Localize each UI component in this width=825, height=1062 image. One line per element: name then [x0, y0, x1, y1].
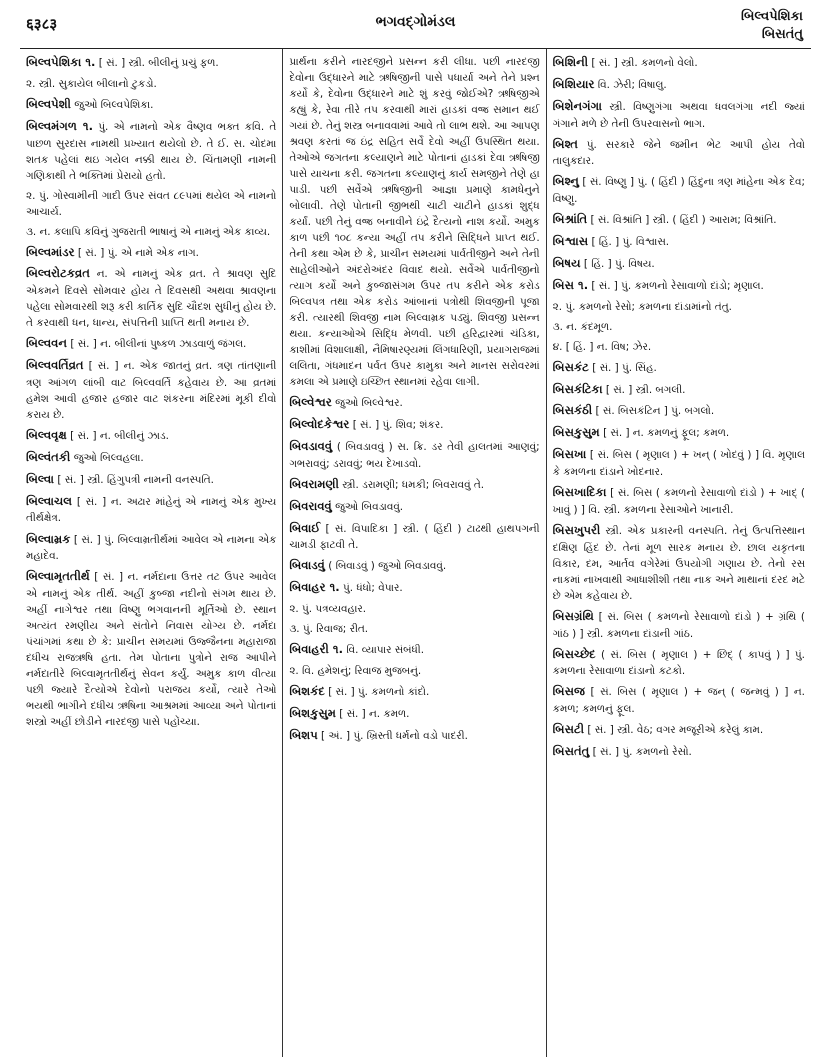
entry-headword: બિવરાવવું — [289, 498, 332, 513]
dictionary-entry — [289, 579, 539, 597]
entry-headword: બિશ્વાસ — [552, 234, 589, 249]
dictionary-entry — [26, 76, 276, 92]
entry-definition: [ સં. બિસકંટિન ] પું. બગલો. — [595, 405, 715, 418]
dictionary-entry — [553, 98, 805, 132]
dictionary-entry — [26, 427, 276, 445]
entry-headword: બિલ્વમાંડર — [26, 244, 75, 259]
entry-headword: બિસકંટ — [552, 359, 589, 374]
entry-headword: બિલ્વા — [26, 471, 55, 486]
entry-definition: [ સં. ] ન. કમળ. — [339, 707, 410, 720]
entry-headword: બિલ્વપેશી — [26, 96, 71, 111]
entry-headword: બિશ્ત — [552, 136, 578, 151]
entry-definition: ૨. સ્ત્રી. સુકાયેલ બીલાનો ટુકડો. — [26, 77, 157, 90]
entry-headword: બિવડાવવું — [289, 439, 333, 454]
dictionary-entry — [289, 394, 539, 412]
dictionary-entry — [289, 727, 539, 745]
entry-definition: વિ. ઝેરી; વિષાલુ. — [597, 78, 667, 91]
entry-headword: બિવાહરી ૧. — [289, 642, 343, 657]
entry-definition: [ સં. ] પું. શિવ; શંકર. — [352, 419, 444, 432]
entry-headword: બિસટી — [552, 722, 585, 737]
entry-definition: [ સં. વિપાદિકા ] સ્ત્રી. ( હિંદી ) ટાઢથી હાથપગની ચામડી ફાટવી તે. — [289, 522, 540, 552]
entry-definition: [ સં. ] પું. કમળનો કાંદો. — [328, 686, 430, 698]
dictionary-entry — [26, 118, 276, 184]
page-header — [20, 6, 811, 49]
entry-headword: બિશિયાર — [552, 76, 595, 91]
entry-headword: બિશ્રાંતિ — [552, 212, 588, 227]
entry-headword: બિલ્વોદકેશ્વર — [289, 417, 350, 432]
entry-headword: બિલ્વવૃક્ષ — [26, 428, 67, 443]
entry-headword: બિસ ૧. — [552, 277, 589, 292]
dictionary-entry — [26, 568, 276, 730]
entry-headword: બિસકંઠી — [552, 403, 593, 418]
entry-definition: સ્ત્રી. વિષ્ણુગંગા અથવા ધવલગંગા નદી જ્યાં ગંગાને મળે છે તેની ઉપરવાસનો ભાગ. — [552, 100, 805, 130]
entry-definition: ૩. ન. કલાપિ કવિનું ગુજરાતી ભાષાનું એ નામનું એક કાવ્ય. — [26, 225, 271, 238]
entry-headword: બિલ્વપેશિકા ૧. — [26, 55, 96, 69]
dictionary-entry — [553, 424, 805, 442]
dictionary-entry — [553, 446, 805, 480]
dictionary-entry — [553, 646, 805, 680]
entry-headword: બિવાઈ — [289, 520, 321, 535]
entry-headword: બિલ્વામૃતતીર્થ — [26, 569, 90, 584]
dictionary-entry — [289, 498, 539, 516]
entry-definition: સ્ત્રી. ડરામણી; ધમકી; બિવરાવવું તે. — [342, 478, 485, 491]
entry-headword: બિસચ્છેદ — [552, 646, 596, 661]
dictionary-entry — [553, 233, 805, 251]
entry-definition: [ અં. ] પું. ખ્રિસ્તી ધર્મનો વડો પાદરી. — [321, 729, 468, 742]
entry-headword: બિલ્વાચલ — [26, 493, 73, 508]
entry-definition: [ સં. વિષ્ણુ ] પું. ( હિંદી ) હિંદુના ત્રણ માંહેના એક દેવ; વિષ્ણુ. — [552, 176, 805, 206]
entry-definition: [ સં. ] ન. બીલીનાં પુષ્કળ ઝાડવાળું જંગલ. — [70, 338, 247, 351]
entry-headword: બિશેનગંગા — [552, 98, 602, 113]
entry-definition: જુઓ બિલ્વહલા. — [73, 451, 144, 464]
guide-word-first: બિલ્વપેશિકા — [741, 9, 803, 24]
page-number: ६३८३ — [26, 15, 58, 33]
entry-headword: બિસખા — [552, 447, 587, 462]
entry-definition: [ સં. બિસ ( મૃણાલ ) + જન્ ( જન્મવું ) ] ન. કમળ; કમળનું ફૂલ. — [552, 686, 805, 716]
dictionary-entry — [289, 663, 539, 679]
entry-definition: જુઓ બિલ્વેશ્વર. — [335, 397, 403, 410]
dictionary-entry — [553, 721, 805, 739]
entry-definition: [ સં. ] પું. કમળનો રેસો. — [592, 746, 692, 759]
dictionary-entry — [553, 381, 805, 399]
entry-headword: બિલ્વવન — [26, 336, 68, 351]
dictionary-entry — [553, 402, 805, 420]
dictionary-entry — [289, 54, 539, 390]
entry-definition: ( બિવડાવવું ) સ. ક્રિ. ડર તેવી હાલતમાં આણવું; ગભરાવવું; ડરાવવું; ભય દેખાડવો. — [289, 441, 540, 470]
entry-definition: પ્રાર્થના કરીને નારદજીને પ્રસન્ન કરી લીધા. પછી નારદજી દેવોના ઉદ્ધારને માટે ઋષિજીની પાસે પધાર્યા અને તેને પ્રશ્ન કર્યો કે, દેવોના ઉદ્ધારને માટે શું કરવું જોઈએ? ઋષિજીએ કહ્યું કે, રેવા તીરે તપ કરવાથી મારાં હાડકાં વજ્ર સમાન થઈ ગયાં છે. તેનું શસ્ત્ર બનાવવામાં આવે તો લાભ થશે. આ આપણ શ્રવણ કરતાં જ ઇંદ્ર સહિત સર્વે દેવો અહીં ઉપસ્થિત થયા. તેઓએ જગતના કલ્યાણને માટે પોતાનાં હાડકાં દેવા ઋષિજી પાસે યાચના કરી. જગતના કલ્યાણનું કાર્ય સમજીને તેણે હા પાડી. પછી સર્વેએ ઋષિજીની આજ્ઞા પ્રમાણે કામધેનુને બોલાવી. તેણે પોતાની જીભથી ચાટી ચાટીને હાડકાં શુદ્ધ કર્યાં. પછી તેનું વજ્ર બનાવીને ઇંદ્રે દૈત્યનો નાશ કર્યો. અમુક કાળ પછી ૧૦૮ કન્યા અહીં તપ કરીને સિદ્ધિને પ્રાપ્ત થઈ. તેની કથા એમ છે કે, પ્રાચીન સમયમાં પાર્વતીજીને અને તેની સાહેલીઓને અંદરોઅંદર વિવાદ થયો. સર્વેએ પાર્વતીજીનો ત્યાગ કર્યો અને કુબ્જાસંગમ ઉપર તપ કરીને એક કરોડ બિલ્વપત્ર તથા એક કરોડ આંબાનાં પત્રોથી શિવજીની પૂજા કરી. ત્યારથી શિવજી નામ બિલ્વામ્રક પડ્યું. શિવજી પ્રસન્ન થયા. કન્યાઓએ સિદ્ધિ મેળવી. પછી હરિદ્વારમાં ચંડિકા, કાશીમાં વિશાલાક્ષી, નૈમિષારણ્યમાં લિંગધારિણી, પ્રયાગરાજમાં લલિતા, ગંધમાદન પર્વત ઉપર કામુકા અને માનસ સરોવરમાં કમલા એ પ્રમાણે ઇચ્છિત સ્થાનમાં રહેવા લાગી. — [289, 56, 540, 389]
entry-definition: ( બિવાડવું ) જુઓ બિવડાવવું. — [328, 560, 447, 573]
column-2 — [283, 49, 546, 1057]
entry-headword: બિસખુપરી — [552, 522, 601, 537]
dictionary-entry — [553, 277, 805, 295]
dictionary-entry — [26, 335, 276, 353]
entry-definition: પું. સરકારે જેને જમીન ભેટ આપી હોય તેવો તાલુકદાર. — [552, 138, 805, 168]
entry-definition: [ સં. ] ન. એક જાતનું વ્રત. ત્રણ તાંતણાની ત્રણ આંગળ લાંબી વાટ બિલ્વવર્તિ કહેવાય છે. આ વ્રતમાં હમેશ આવી હજાર હજાર વાટ શંકરના મંદિરમાં મૂકી દીવો કરાય છે. — [26, 360, 277, 422]
entry-definition: ન. એ નામનું એક વ્રત. તે શ્રાવણ સુદિ એકમને દિવસે સોમવાર હોય તે દિવસથી અથવા શ્રાવણના પહેલા સોમવારથી શરૂ કરી કાર્તિક સુદિ ચૌદશ સુધીનું હોય છે. તે કરવાથી ધન, ધાન્ય, સંપત્તિની પ્રાપ્તિ થતી મનાય છે. — [26, 268, 277, 330]
entry-headword: બિશિની — [552, 55, 589, 69]
entry-definition: ( સં. બિસ ( મૃણાલ ) + છિદ્ ( કાપવું ) ] પું. કમળના રેસાવાળા દાંડાનો કટકો. — [552, 648, 805, 678]
dictionary-entry — [26, 531, 276, 565]
entry-headword: બિસતંતુ — [552, 744, 590, 759]
dictionary-entry — [26, 188, 276, 220]
dictionary-entry — [289, 416, 539, 434]
dictionary-entry — [289, 476, 539, 494]
entry-headword: બિવાહર ૧. — [289, 580, 340, 595]
dictionary-entry — [26, 449, 276, 467]
entry-definition: સ્ત્રી. એક પ્રકારની વનસ્પતિ. તેનું ઉત્પત્તિસ્થાન દક્ષિણ હિંદ છે. તેનાં મૂળ સારક મનાય છે. છાલ યકૃતના વિકાર, દમ, આર્તવ વગેરેમાં ઉપયોગી ગણાય છે. તેનો રસ નાકમાં નાખવાથી આધાશીશી તથા નાક અને માથાનાં દરદ મટે છે એમ કહેવાય છે. — [552, 524, 805, 602]
dictionary-entry — [553, 319, 805, 335]
page-title: ભગવદ્ગોમંડલ — [375, 14, 456, 30]
guide-word-last: બિસતંતુ — [761, 27, 803, 42]
dictionary-entry — [553, 608, 805, 642]
entry-definition: ૨. પું. પત્રવ્યવહાર. — [289, 603, 367, 616]
dictionary-entry — [289, 621, 539, 637]
entry-headword: બિષય — [552, 255, 581, 270]
dictionary-entry — [289, 438, 539, 472]
entry-definition: ૩. પું. રિવાજ; રીત. — [289, 623, 369, 636]
entry-definition: ૪. [ હિં. ] ન. વિષ; ઝેર. — [552, 340, 652, 353]
entry-headword: બિસગ્રંથિ — [552, 608, 594, 623]
entry-headword: બિસકંટિકા — [552, 381, 603, 396]
entry-definition: વિ. વ્યાપાર સંબંધી. — [346, 644, 425, 657]
dictionary-entry — [26, 96, 276, 114]
entry-headword: બિસખાદિકા — [552, 484, 607, 499]
dictionary-entry — [26, 224, 276, 240]
entry-headword: બિલ્વેશ્વર — [289, 395, 332, 410]
entry-definition: [ સં. ] ન. અઢાર માંહેનું એ નામનું એક મુખ્ય તીર્થક્ષેત્ર. — [26, 495, 277, 525]
dictionary-entry — [26, 471, 276, 489]
dictionary-entry — [553, 683, 805, 717]
dictionary-entry — [553, 173, 805, 207]
entry-definition: [ સં. ] સ્ત્રી. હિંગુપત્રી નામની વનસ્પતિ. — [57, 473, 214, 486]
dictionary-entry — [289, 705, 539, 723]
entry-definition: [ સં. વિશ્રાંતિ ] સ્ત્રી. ( હિંદી ) આરામ; વિશ્રાંતિ. — [590, 214, 777, 227]
entry-definition: [ સં. ] સ્ત્રી. બગલી. — [605, 383, 686, 396]
entry-definition: ૨. વિ. હમેશનું; રિવાજ મુજબનું. — [289, 664, 422, 677]
entry-definition: ૩. ન. કંદમૂળ. — [552, 320, 613, 333]
dictionary-entry — [26, 54, 276, 72]
entry-headword: બિશકંદ — [289, 684, 325, 698]
entry-headword: બિસજ — [552, 684, 585, 699]
entry-headword: બિવાડવું — [289, 558, 325, 573]
entry-definition: [ સં. ] ન. કમળનું ફૂલ; કમળ. — [603, 427, 730, 440]
entry-definition: પું. એ નામનો એક વૈષ્ણવ ભક્ત કવિ. તે પાછળ સુરદાસ નામથી પ્રખ્યાત થયેલો છે. તે ઈ. સ. ચોદમા શતક પહેલાં થઇ ગયેલ નક્કી થાય છે. ચિંતામણી નામની ગણિકાથી તે ભક્તિમાં પ્રેરાયો હતો. — [26, 120, 277, 182]
dictionary-entry — [289, 601, 539, 617]
entry-definition: [ હિં. ] પું. વિષય. — [583, 257, 655, 270]
entry-definition: [ સં. ] ન. બીલીનું ઝાડ. — [70, 430, 169, 443]
entry-definition: પું. ધંધો; વેપાર. — [343, 582, 403, 595]
entry-definition: [ સં. ] સ્ત્રી. કમળનો વેલો. — [591, 57, 698, 69]
entry-definition: [ સં. ] પું. એ નામે એક નાગ. — [77, 246, 199, 259]
entry-headword: બિશકુસુમ — [289, 705, 336, 720]
dictionary-entry — [289, 520, 539, 554]
dictionary-entry — [553, 211, 805, 229]
guide-words — [741, 8, 803, 44]
entry-definition: [ સં. ] પું. બિલ્વામ્રતીર્થમાં આવેલ એ નામના એક મહાદેવ. — [26, 533, 277, 563]
dictionary-entry — [289, 641, 539, 659]
entry-definition: [ સં. બિસ ( મૃણાલ ) + ખન્ ( ખોદવું ) ] વિ. મૃણાલ કે કમળના દાંડાને ખોદનાર. — [552, 449, 805, 478]
dictionary-entry — [553, 299, 805, 315]
entry-definition: [ સં. ] સ્ત્રી. વેઠ; વગર મજૂરીએ કરેલું કામ. — [587, 724, 764, 737]
entry-headword: બિલ્વમંગળ ૧. — [26, 118, 93, 133]
dictionary-entry — [553, 522, 805, 604]
dictionary-entry — [553, 743, 805, 761]
entry-headword: બિલ્વવર્તિવ્રત — [26, 358, 84, 373]
entry-headword: બિલ્વંતકી — [26, 449, 71, 464]
entry-definition: ૨. પું. કમળનો રેસો; કમળના દાંડામાંનો તંતુ. — [552, 300, 732, 313]
entry-definition: જુઓ બિલ્વપેશિકા. — [74, 98, 154, 111]
entry-definition: [ સં. ] પું. સિંહ. — [592, 361, 657, 374]
entry-headword: બિલ્વામ્રક — [26, 531, 71, 546]
entry-headword: બિશપ — [289, 727, 318, 742]
dictionary-entry — [553, 76, 805, 94]
dictionary-entry — [26, 493, 276, 527]
entry-headword: બિવરામણી — [289, 476, 339, 491]
dictionary-entry — [553, 359, 805, 377]
entry-headword: બિલ્વરોટકવ્રત — [26, 266, 90, 281]
column-1 — [20, 49, 283, 1057]
entry-definition: [ સં. ] પું. કમળનો રેસાવાળો દાંડો; મૃણાલ. — [591, 279, 764, 292]
dictionary-entry — [289, 557, 539, 575]
dictionary-entry — [26, 265, 276, 331]
entry-definition: જુઓ બિવડાવવું. — [335, 500, 404, 513]
dictionary-entry — [553, 54, 805, 72]
dictionary-entry — [553, 339, 805, 355]
dictionary-entry — [289, 683, 539, 701]
dictionary-entry — [26, 244, 276, 262]
dictionary-entry — [553, 255, 805, 273]
entry-definition: [ સં. ] ન. નર્મદાના ઉત્તર તટ ઉપર આવેલ એ નામનું એક તીર્થ. અહીં કુબ્જા નદીનો સંગમ થાય છે. અહીં નાગેશ્વર તથા વિષ્ણુ ભગવાનની મૂર્તિઓ છે. સ્થાન અત્યંત રમણીય અને સંતોને નિવાસ યોગ્ય છે. નર્મદા પંચાંગમાં કથા છે કે: પ્રાચીન સમયમાં ઉજ્જૈનના મહારાજા દધીચ રાજઋષિ હતા. તેમ પોતાના પુત્રોને રાજ આપીને નર્મદાતીરે બિલ્વામૃતતીર્થનું સેવન કર્યું. અમુક કાળ વીત્યા પછી જ્યારે દૈત્યોએ દેવોનો પરાજય કર્યો, ત્યારે તેઓ ભયથી ભાગીને દધીચ ઋષિના આશ્રમમાં આવ્યા અને પોતાનાં શસ્ત્રો અહીં છોડીને નારદજી પાસે પહોંચ્યા. — [26, 571, 277, 729]
entry-definition: [ સં. ] સ્ત્રી. બીલીનું પ્રચું ફળ. — [98, 57, 219, 69]
entry-definition: [ સં. બિસ ( કમળનો રેસાવાળો દાંડો ) + ખાદ્ ( ખાવું ) ] વિ. સ્ત્રી. કમળના રેસાઓને ખાનારી. — [552, 486, 805, 516]
entry-definition: [ હિં. ] પું. વિશ્વાસ. — [591, 236, 670, 249]
entry-definition: [ સં. બિસ ( કમળનો રેસાવાળો દાંડો ) + ગ્રંથિ ( ગાંઠ ) ] સ્ત્રી. કમળના દાંડાની ગાંઠ. — [552, 610, 805, 640]
entry-definition: ૨. પું. ગોસ્વામીની ગાદી ઉપર સંવત ૮૯૫માં થયેલ એ નામનો આચાર્ય. — [26, 189, 277, 218]
column-3 — [547, 49, 811, 1057]
dictionary-entry — [553, 484, 805, 518]
entry-headword: બિસકુસુમ — [552, 425, 600, 440]
entry-headword: બિશ્નુ — [552, 174, 579, 189]
columns-container — [20, 49, 811, 1057]
dictionary-entry — [26, 357, 276, 423]
dictionary-entry — [553, 136, 805, 170]
